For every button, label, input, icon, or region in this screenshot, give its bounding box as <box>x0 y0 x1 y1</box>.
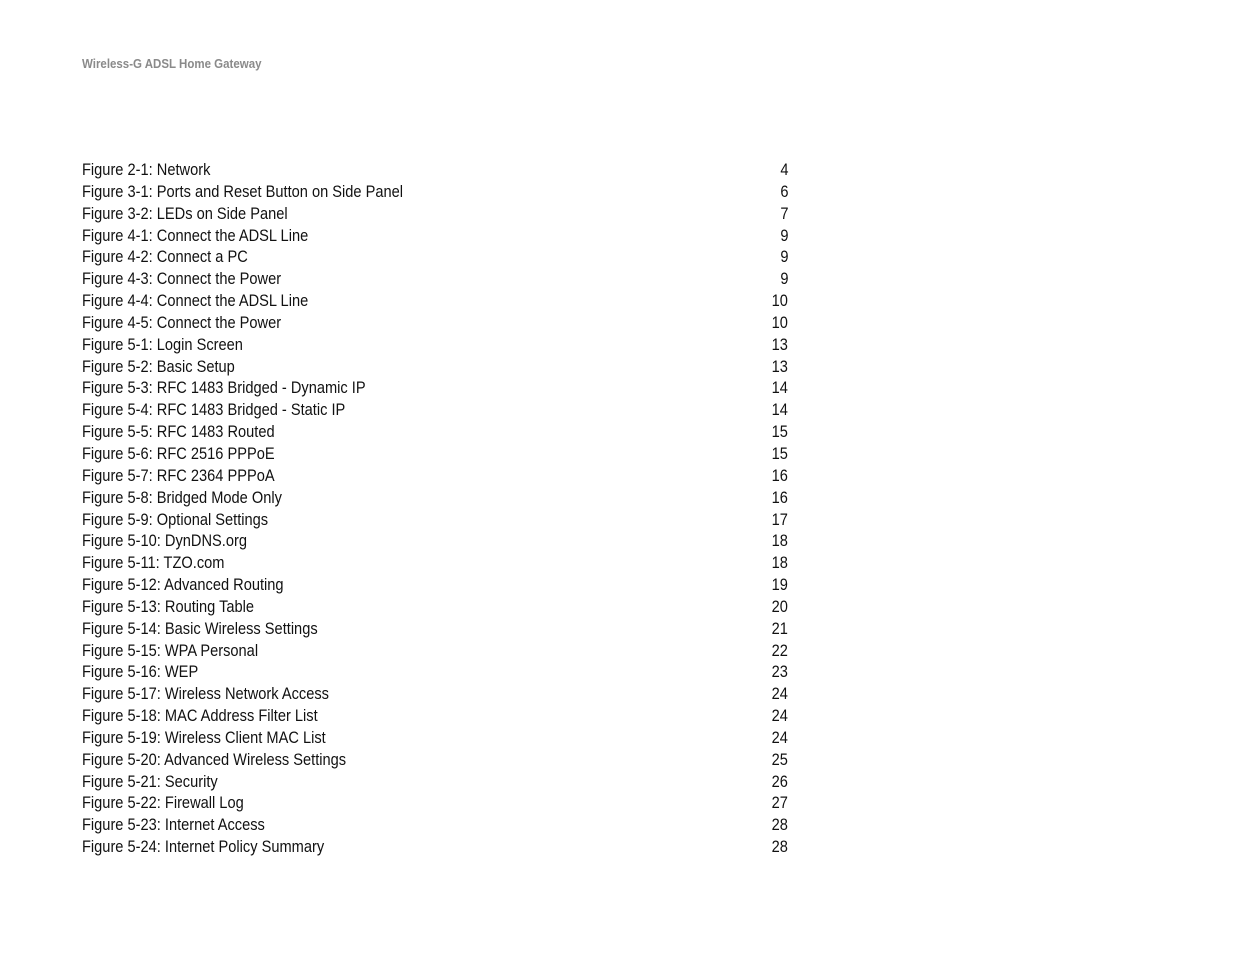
toc-entry-title: Figure 3-2: LEDs on Side Panel <box>82 203 288 223</box>
toc-entry[interactable] <box>82 334 788 356</box>
toc-entry-title: Figure 5-10: DynDNS.org <box>82 531 247 551</box>
toc-entry[interactable] <box>82 530 788 552</box>
toc-entry-page-number: 23 <box>771 662 788 682</box>
toc-entry-title: Figure 5-13: Routing Table <box>82 596 255 616</box>
toc-entry-page-number: 24 <box>771 727 788 747</box>
toc-entry[interactable] <box>82 683 788 705</box>
toc-entry[interactable] <box>82 203 788 225</box>
toc-entry-title: Figure 5-22: Firewall Log <box>82 793 244 813</box>
toc-entry-page-number: 16 <box>771 487 788 507</box>
toc-entry-page-number: 16 <box>771 465 788 485</box>
toc-entry-page-number: 4 <box>779 160 788 179</box>
toc-entry-title: Figure 5-2: Basic Setup <box>82 356 235 376</box>
toc-entry-title: Figure 5-19: Wireless Client MAC List <box>82 727 326 747</box>
toc-entry[interactable] <box>82 771 788 793</box>
toc-entry[interactable] <box>82 509 788 531</box>
toc-entry[interactable] <box>82 465 788 487</box>
toc-entry[interactable] <box>82 640 788 662</box>
toc-entry[interactable] <box>82 705 788 727</box>
toc-entry-page-number: 7 <box>779 203 788 223</box>
toc-entry-title: Figure 5-4: RFC 1483 Bridged - Static IP <box>82 400 346 420</box>
toc-entry-page-number: 20 <box>771 596 788 616</box>
toc-entry-title: Figure 5-5: RFC 1483 Routed <box>82 422 275 442</box>
toc-entry-page-number: 14 <box>771 400 788 420</box>
toc-entry-title: Figure 4-5: Connect the Power <box>82 312 282 332</box>
toc-entry-title: Figure 5-8: Bridged Mode Only <box>82 487 282 507</box>
toc-entry[interactable] <box>82 814 788 836</box>
toc-entry[interactable] <box>82 792 788 814</box>
toc-entry-title: Figure 5-7: RFC 2364 PPPoA <box>82 465 275 485</box>
toc-entry-title: Figure 5-24: Internet Policy Summary <box>82 837 325 857</box>
toc-entry-page-number: 25 <box>771 749 788 769</box>
toc-entry-title: Figure 5-18: MAC Address Filter List <box>82 706 318 726</box>
toc-entry-title: Figure 5-3: RFC 1483 Bridged - Dynamic IP <box>82 378 366 398</box>
toc-entry-page-number: 18 <box>771 553 788 573</box>
toc-entry-page-number: 26 <box>771 771 788 791</box>
toc-entry-page-number: 15 <box>771 422 788 442</box>
toc-entry[interactable] <box>82 749 788 771</box>
toc-entry-page-number: 17 <box>771 509 788 529</box>
toc-entry-title: Figure 4-1: Connect the ADSL Line <box>82 225 309 245</box>
toc-entry[interactable] <box>82 377 788 399</box>
toc-entry-title: Figure 5-6: RFC 2516 PPPoE <box>82 443 275 463</box>
toc-entry-page-number: 24 <box>771 684 788 704</box>
toc-entry[interactable] <box>82 290 788 312</box>
toc-entry-page-number: 15 <box>771 443 788 463</box>
toc-entry[interactable] <box>82 356 788 378</box>
toc-entry[interactable] <box>82 421 788 443</box>
toc-entry[interactable] <box>82 618 788 640</box>
toc-entry-page-number: 21 <box>771 618 788 638</box>
toc-entry[interactable] <box>82 596 788 618</box>
toc-entry-title: Figure 5-11: TZO.com <box>82 553 225 573</box>
toc-entry-page-number: 9 <box>779 225 788 245</box>
toc-entry-page-number: 10 <box>771 291 788 311</box>
list-of-figures <box>82 159 788 858</box>
toc-entry-page-number: 28 <box>771 815 788 835</box>
toc-entry-page-number: 27 <box>771 793 788 813</box>
toc-entry[interactable] <box>82 552 788 574</box>
toc-entry-page-number: 24 <box>771 706 788 726</box>
toc-entry[interactable] <box>82 312 788 334</box>
toc-entry-page-number: 19 <box>771 575 788 595</box>
toc-entry-title: Figure 4-4: Connect the ADSL Line <box>82 291 309 311</box>
toc-entry[interactable] <box>82 159 788 181</box>
toc-entry-title: Figure 5-17: Wireless Network Access <box>82 684 329 704</box>
toc-entry-title: Figure 5-23: Internet Access <box>82 815 265 835</box>
toc-entry[interactable] <box>82 246 788 268</box>
toc-entry-page-number: 22 <box>771 640 788 660</box>
toc-entry-page-number: 6 <box>779 181 788 201</box>
toc-entry-title: Figure 4-3: Connect the Power <box>82 269 282 289</box>
toc-entry-title: Figure 5-9: Optional Settings <box>82 509 269 529</box>
toc-entry-page-number: 13 <box>771 334 788 354</box>
toc-entry[interactable] <box>82 661 788 683</box>
toc-entry-title: Figure 5-1: Login Screen <box>82 334 243 354</box>
toc-entry-title: Figure 5-20: Advanced Wireless Settings <box>82 749 347 769</box>
toc-entry-title: Figure 2-1: Network <box>82 160 211 179</box>
toc-entry-page-number: 9 <box>779 247 788 267</box>
toc-entry-title: Figure 5-16: WEP <box>82 662 199 682</box>
toc-entry-page-number: 13 <box>771 356 788 376</box>
toc-entry-title: Figure 5-15: WPA Personal <box>82 640 259 660</box>
toc-entry-title: Figure 5-12: Advanced Routing <box>82 575 284 595</box>
toc-entry-page-number: 28 <box>771 837 788 857</box>
toc-entry-page-number: 10 <box>771 312 788 332</box>
toc-entry-title: Figure 5-21: Security <box>82 771 218 791</box>
toc-entry-page-number: 14 <box>771 378 788 398</box>
toc-entry[interactable] <box>82 225 788 247</box>
toc-entry[interactable] <box>82 399 788 421</box>
toc-entry[interactable] <box>82 727 788 749</box>
toc-entry-title: Figure 4-2: Connect a PC <box>82 247 248 267</box>
toc-entry[interactable] <box>82 181 788 203</box>
toc-entry-title: Figure 3-1: Ports and Reset Button on Side Panel <box>82 181 404 201</box>
toc-entry[interactable] <box>82 836 788 858</box>
document-header-title: Wireless-G ADSL Home Gateway <box>82 57 262 71</box>
toc-entry-page-number: 18 <box>771 531 788 551</box>
toc-entry[interactable] <box>82 487 788 509</box>
toc-entry-page-number: 9 <box>779 269 788 289</box>
toc-entry[interactable] <box>82 268 788 290</box>
toc-entry[interactable] <box>82 574 788 596</box>
toc-entry[interactable] <box>82 443 788 465</box>
toc-entry-title: Figure 5-14: Basic Wireless Settings <box>82 618 318 638</box>
